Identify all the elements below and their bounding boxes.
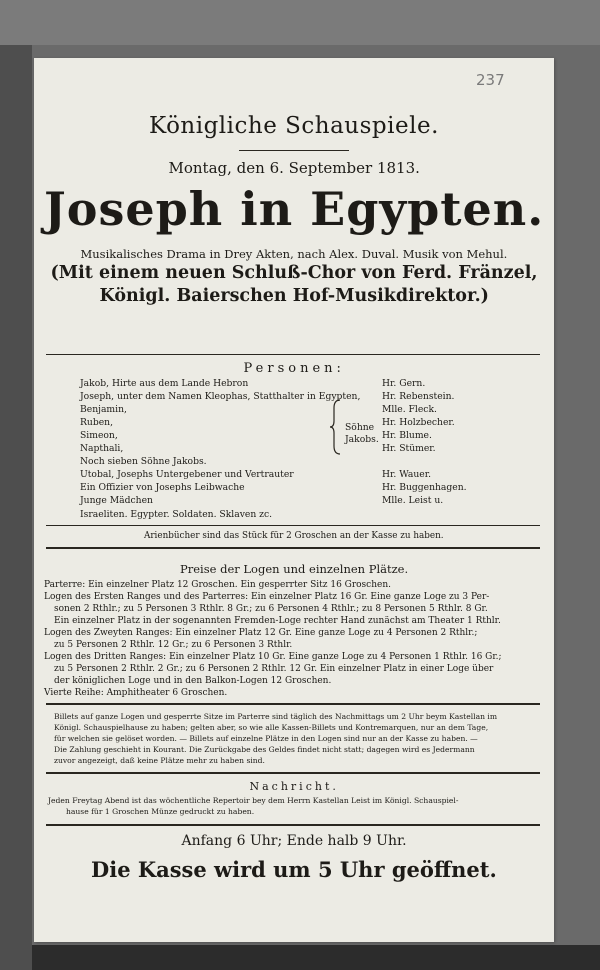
actor-name: Mlle. Leist u. — [382, 495, 444, 506]
brace-label-jakob: Jakobs. — [345, 434, 379, 445]
nachricht-line2: hause für 1 Groschen Münze gedruckt zu haben. — [66, 807, 255, 816]
actor-name: Hr. Rebenstein. — [382, 391, 455, 402]
role-name: Simeon, — [80, 430, 118, 441]
playbill-page — [34, 58, 554, 942]
role-name: Israeliten. Egypter. Soldaten. Sklaven zc. — [80, 509, 273, 520]
divider — [46, 525, 540, 526]
divider — [46, 547, 540, 549]
divider — [46, 703, 540, 705]
notice-line: Königl. Schauspielhause zu haben; gelten aber, so wie alle Kassen-Billets und Kontremarquen, nur an dem Tage, — [54, 723, 489, 732]
divider-top — [46, 354, 540, 355]
divider — [46, 824, 540, 826]
actor-name: Hr. Wauer. — [382, 469, 432, 480]
scan-frame-bottom — [32, 945, 600, 970]
nachricht-heading: Nachricht. — [249, 780, 339, 793]
price-line: Ein einzelner Platz in der sogenannten Fremden-Loge rechter Hand zunächst am Theater 1 Rthlr. — [54, 616, 501, 626]
nachricht-line1: Jeden Freytag Abend ist das wöchentliche Repertoir bey dem Herrn Kastellan Leist im Königl. Schauspiel- — [48, 796, 459, 805]
play-note-line2: Königl. Baierschen Hof-Musikdirektor.) — [99, 286, 489, 306]
actor-name: Hr. Holzbecher. — [382, 417, 455, 428]
personen-heading: Personen: — [243, 361, 345, 376]
role-name: Napthali, — [80, 443, 124, 454]
actor-name: Hr. Stümer. — [382, 443, 436, 454]
price-line: Vierte Reihe: Amphitheater 6 Groschen. — [44, 688, 228, 698]
box-office-opening: Die Kasse wird um 5 Uhr geöffnet. — [91, 857, 497, 882]
archive-number: 237 — [476, 71, 505, 89]
scan-frame-top — [0, 0, 600, 45]
price-line: Logen des Dritten Ranges: Ein einzelner Platz 10 Gr. Eine ganze Loge zu 4 Personen 1 Rthlr. 16 Gr.; — [44, 652, 502, 662]
play-note-line1: (Mit einem neuen Schluß-Chor von Ferd. Fränzel, — [50, 263, 538, 283]
play-subtitle: Musikalisches Drama in Drey Akten, nach Alex. Duval. Musik von Mehul. — [80, 247, 508, 261]
actor-name: Hr. Gern. — [382, 378, 426, 389]
role-name: Joseph, unter dem Namen Kleophas, Statthalter in Egypten, — [80, 391, 361, 402]
play-title: Joseph in Egypten. — [44, 182, 545, 236]
role-name: Noch sieben Söhne Jakobs. — [80, 456, 207, 467]
notice-line: Die Zahlung geschieht in Kourant. Die Zurückgabe des Geldes findet nicht statt; dagegen wird es Jedermann — [54, 745, 475, 754]
role-name: Benjamin, — [80, 404, 127, 415]
actor-name: Hr. Blume. — [382, 430, 432, 441]
brace-label-sons: Söhne — [345, 422, 375, 433]
role-name: Ein Offizier von Josephs Leibwache — [80, 482, 245, 493]
scan-frame-left — [0, 45, 32, 970]
price-line: sonen 2 Rthlr.; zu 5 Personen 3 Rthlr. 8 Gr.; zu 6 Personen 4 Rthlr.; zu 8 Personen 5 Rthlr. 8 Gr. — [54, 604, 488, 614]
prices-heading: Preise der Logen und einzelnen Plätze. — [180, 562, 409, 576]
price-line: zu 5 Personen 2 Rthlr. 2 Gr.; zu 6 Personen 2 Rthlr. 12 Gr. Ein einzelner Platz in einer Loge über — [54, 664, 494, 674]
actor-name: Mlle. Fleck. — [382, 404, 437, 415]
brace-glyph — [328, 398, 346, 456]
role-name: Junge Mädchen — [80, 495, 153, 506]
price-line: zu 5 Personen 2 Rthlr. 12 Gr.; zu 6 Personen 3 Rthlr. — [54, 640, 293, 650]
divider — [46, 772, 540, 774]
price-line: Parterre: Ein einzelner Platz 12 Groschen. Ein gesperrter Sitz 16 Groschen. — [44, 580, 392, 590]
actor-name: Hr. Buggenhagen. — [382, 482, 467, 493]
start-time: Anfang 6 Uhr; Ende halb 9 Uhr. — [181, 833, 407, 849]
price-line: Logen des Zweyten Ranges: Ein einzelner Platz 12 Gr. Eine ganze Loge zu 4 Personen 2 Rthlr.; — [44, 628, 478, 638]
role-name: Jakob, Hirte aus dem Lande Hebron — [80, 378, 249, 389]
role-name: Utobal, Josephs Untergebener und Vertrauter — [80, 469, 294, 480]
price-line: Logen des Ersten Ranges und des Parterres: Ein einzelner Platz 16 Gr. Eine ganze Loge zu 3 Per- — [44, 592, 490, 602]
role-name: Ruben, — [80, 417, 113, 428]
price-line: der königlichen Loge und in den Balkon-Logen 12 Groschen. — [54, 676, 332, 686]
theatre-title: Königliche Schauspiele. — [149, 113, 439, 139]
title-ornament-rule — [239, 150, 349, 151]
performance-date: Montag, den 6. September 1813. — [168, 159, 420, 177]
notice-line: Billets auf ganze Logen und gesperrte Sitze im Parterre sind täglich des Nachmittags um 2 Uhr beym Kastellan im — [54, 712, 498, 721]
notice-line: zuvor angezeigt, daß keine Plätze mehr zu haben sind. — [54, 756, 265, 765]
textbook-note: Arienbücher sind das Stück für 2 Groschen an der Kasse zu haben. — [144, 531, 444, 541]
notice-line: für welchen sie gelöset worden. — Billets auf einzelne Plätze in den Logen sind nur an der Kasse zu haben. — — [54, 734, 478, 743]
